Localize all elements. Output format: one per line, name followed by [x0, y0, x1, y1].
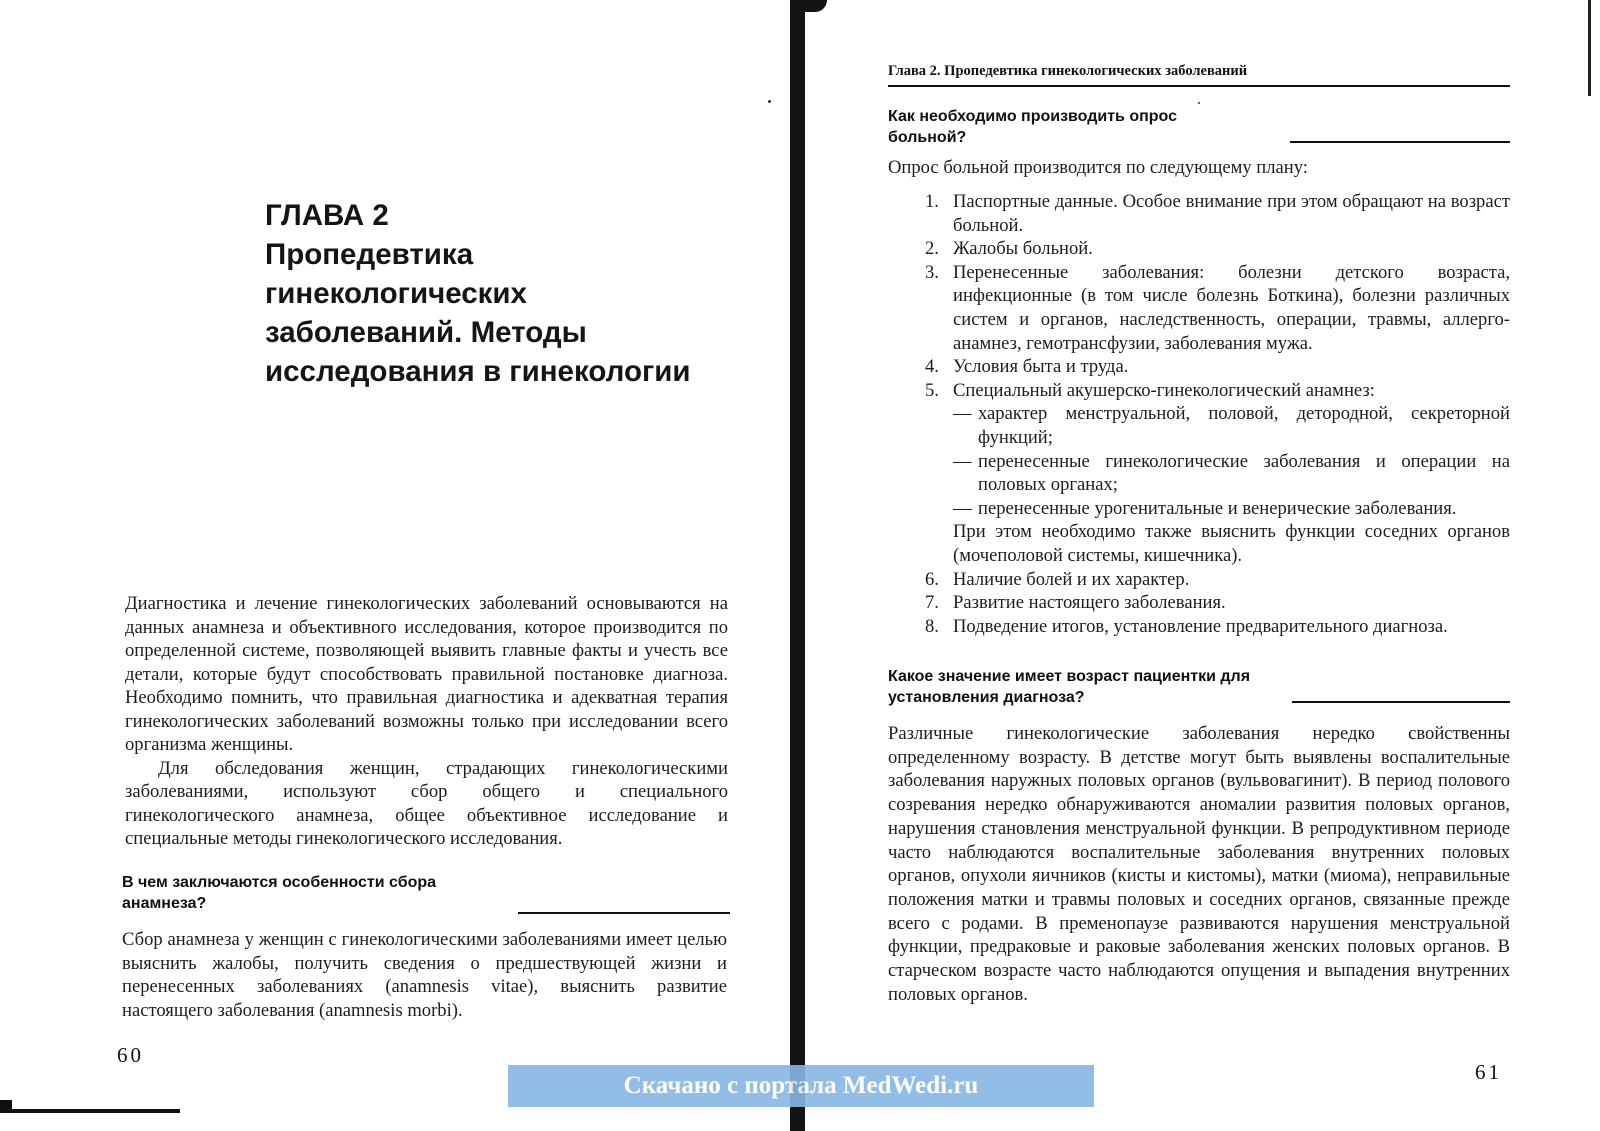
scan-speck — [1198, 102, 1200, 104]
heading-rule — [1290, 141, 1510, 143]
chapter-heading — [265, 196, 785, 391]
book-spine — [790, 0, 805, 1131]
list-item-text: Перенесенные заболевания: болезни детского возраста, инфекционные (в том числе болезнь Боткина), болезни различных систем и органов, наследственность, операции, травмы, аллерго-анамнез, гемотрансфузии, заболевания мужа. — [953, 261, 1510, 354]
list-item — [925, 355, 1510, 379]
scan-line — [0, 1100, 12, 1110]
list-item — [925, 261, 1510, 355]
answer-paragraph: Различные гинекологические заболевания нередко свойственны определенному возрасту. В детстве могут быть выявлены воспалительные заболевания наружных половых органов (вульвовагинит). В период полового созревания нередко обнаруживаются аномалии развития половых органов, нарушения становления менструальной функции. В репродуктивном периоде часто наблюдаются воспалительные заболевания внутренних половых органов, опухоли яичников (кисты и кистомы), матки (миома), неправильные положения матки и травмы половых и соседних органов, связанные прежде всего с родами. В пременопаузе развиваются нарушения менструальной функции, предраковые и раковые заболевания женских половых органов. В старческом возрасте часто наблюдаются опущения и выпадения внутренних половых органов. — [888, 723, 1510, 1005]
intro-paragraph: Для обследования женщин, страдающих гинекологическими заболеваниями, используют сбор общего и специального гинекологического анамнеза, общее объективное исследование и специальные методы гинекологического исследования. — [125, 757, 728, 849]
list-item-number: 2. — [925, 238, 939, 260]
list-item — [925, 568, 1510, 592]
list-item-number: 3. — [925, 261, 939, 283]
dash-item: — характер менструальной, половой, детородной, секреторной функций; — [953, 402, 1510, 449]
page-number: 60 — [117, 1043, 144, 1067]
plan-intro-text: Опрос больной производится по следующему плану: — [888, 157, 1308, 178]
intro-text — [125, 592, 728, 851]
list-item-text: Условия быта и труда. — [953, 356, 1129, 378]
chapter-heading-line: заболеваний. Методы — [265, 316, 587, 349]
heading-rule — [1292, 701, 1510, 703]
list-item-number: 8. — [925, 615, 939, 637]
list-item-number: 6. — [925, 568, 939, 590]
list-item-number: 1. — [925, 191, 939, 212]
chapter-heading-line: исследования в гинекологии — [265, 355, 691, 388]
list-item-number: 7. — [925, 592, 939, 614]
section-question-heading: Какое значение имеет возраст пациентки для установления диагноза? — [888, 668, 1251, 706]
list-item-text: Наличие болей и их характер. — [953, 568, 1190, 590]
list-item-number: 5. — [925, 379, 939, 401]
chapter-heading-line: Пропедевтика — [265, 238, 474, 271]
section-question-heading: В чем заключаются особенности сбора анамнеза? — [122, 874, 437, 912]
list-item-text: Паспортные данные. Особое внимание при этом обращают на возраст больной. — [953, 191, 1510, 236]
dash-item: — перенесенные гинекологические заболевания и операции на половых органах; — [953, 450, 1510, 497]
plan-intro — [888, 156, 1508, 180]
list-item — [925, 615, 1510, 639]
section-question-heading: Как необходимо производить опрос больной? — [888, 108, 1177, 146]
list-item — [925, 237, 1510, 261]
chapter-heading-line: гинекологических — [265, 277, 527, 310]
page-number: 61 — [1475, 1060, 1502, 1084]
list-item-number: 4. — [925, 356, 939, 378]
scan-speck — [768, 100, 771, 103]
list-item — [925, 591, 1510, 615]
running-head: Глава 2. Пропедевтика гинекологических заболеваний — [888, 63, 1248, 79]
survey-plan-list — [925, 190, 1510, 638]
list-item — [925, 190, 1510, 237]
scan-edge — [1588, 0, 1591, 96]
list-item-text: Развитие настоящего заболевания. — [953, 592, 1226, 614]
list-item-text: Специальный акушерско-гинекологический анамнез: — [953, 379, 1375, 401]
answer-text — [122, 928, 727, 1022]
list-item-text: Жалобы больной. — [953, 238, 1093, 260]
answer-paragraph: Сбор анамнеза у женщин с гинекологическими заболеваниями имеет целью выяснить жалобы, получить сведения о предшествующей жизни и перенесенных заболеваниях (anamnesis vitae), выяснить развитие настоящего заболевания (anamnesis morbi). — [122, 929, 727, 1021]
age-answer-text — [888, 722, 1510, 1006]
dash-item: — перенесенные урогенитальные и венерические заболевания. — [953, 497, 1510, 521]
book-spine-notch — [805, 0, 827, 12]
left-page — [0, 0, 790, 1131]
scan-line — [0, 1109, 180, 1113]
intro-paragraph: Диагностика и лечение гинекологических заболеваний основываются на данных анамнеза и объективного исследования, которое производится по определенной системе, позволяющей выявить главные факты и учесть все детали, которые будут способствовать правильной постановке диагноза. Необходимо помнить, что правильная диагностика и адекватная терапия гинекологических заболеваний возможны только при исследовании всего организма женщины. — [125, 593, 728, 755]
chapter-heading-line: ГЛАВА 2 — [265, 199, 389, 232]
watermark-banner: Скачано с портала MedWedi.ru — [508, 1065, 1094, 1107]
plan-note: При этом необходимо также выяснить функции соседних органов (мочеполовой системы, кишечника). — [953, 521, 1510, 566]
list-item — [925, 379, 1510, 568]
heading-rule — [518, 912, 730, 914]
running-head-rule — [888, 85, 1510, 87]
list-item-text: Подведение итогов, установление предварительного диагноза. — [953, 615, 1448, 637]
